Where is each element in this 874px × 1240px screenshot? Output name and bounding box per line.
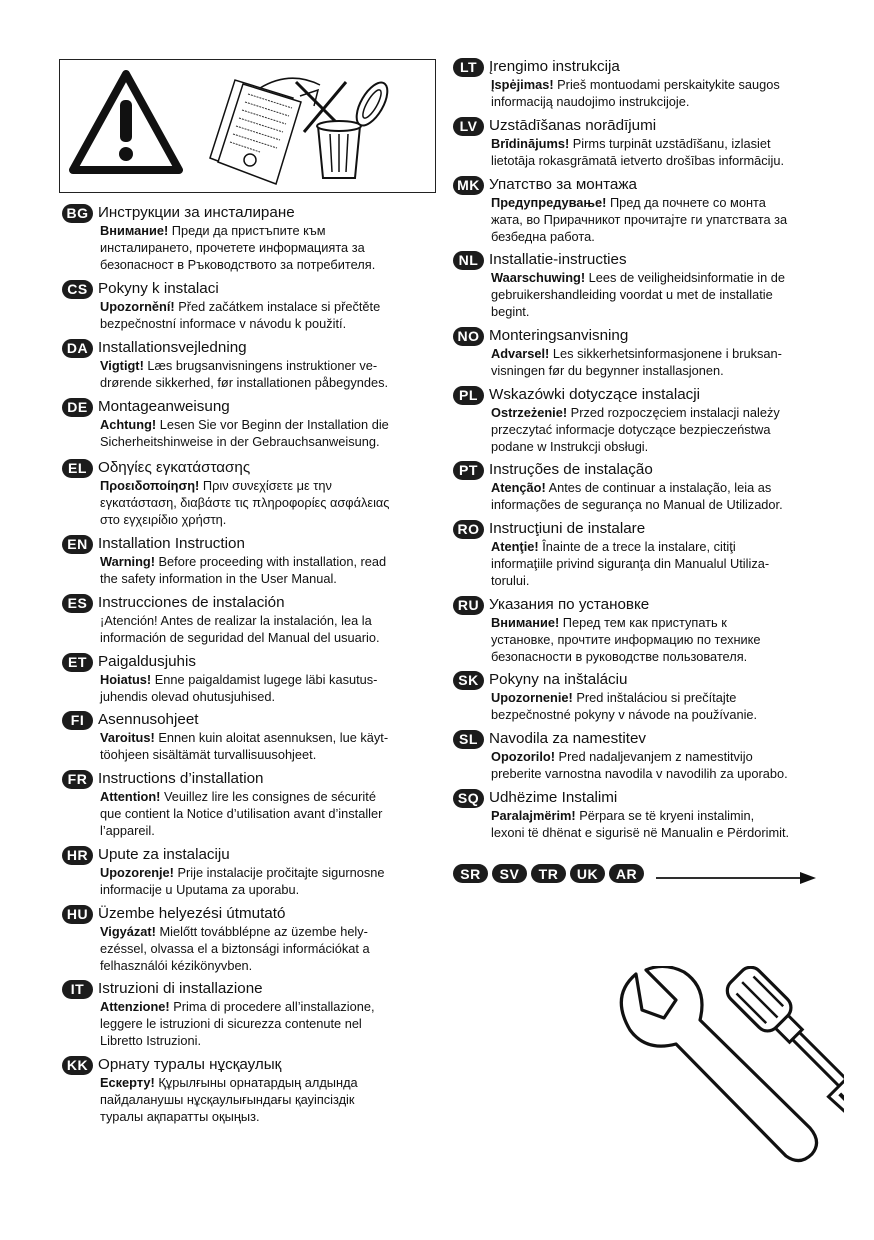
language-entry-text: [491, 689, 825, 723]
text-line: Sicherheitshinweise in der Gebrauchsanweisung.: [100, 434, 380, 449]
language-entry-ru: [453, 595, 825, 665]
language-code-badge: DE: [62, 398, 93, 417]
language-entry-en: [62, 534, 434, 587]
text-line: lietotāja rokasgrāmatā ietverto drošības informāciju.: [491, 153, 785, 168]
text-line: установке, прочтите информацию по технике: [491, 632, 761, 647]
language-entry-text: [100, 477, 434, 528]
text-line: ¡Atención! Antes de realizar la instalación, lea la: [100, 613, 372, 628]
text-line: que contient la Notice d’utilisation avant d’installer: [100, 806, 383, 821]
language-entry-lv: [453, 116, 825, 169]
text-line: Veuillez lire les consignes de sécurité: [160, 789, 376, 804]
language-code-badge: IT: [62, 980, 93, 999]
warning-illustration-box: [59, 59, 436, 193]
warning-label: Brīdinājums!: [491, 136, 570, 151]
language-entry-text: [100, 729, 434, 763]
language-code-badge-sr: SR: [453, 864, 488, 883]
warning-label: Paralajmërim!: [491, 808, 576, 823]
text-line: bezpečnostné pokyny v návode na používanie.: [491, 707, 758, 722]
warning-label: Varoitus!: [100, 730, 155, 745]
language-entry-header: [453, 460, 825, 480]
language-code-badge: SL: [453, 730, 484, 749]
text-line: Пред да почнете со монта: [606, 195, 766, 210]
warning-label: Προειδοποίηση!: [100, 478, 200, 493]
language-entry-title: Upute za instalaciju: [98, 846, 230, 863]
text-line: drørende sikkerhed, før installationen påbegyndes.: [100, 375, 389, 390]
language-code-badge: SK: [453, 671, 484, 690]
language-entry-pl: [453, 385, 825, 455]
language-code-badge: LT: [453, 58, 484, 77]
language-entry-header: [62, 593, 434, 613]
text-line: στο εγχειρίδιο χρήστη.: [100, 512, 227, 527]
warning-triangle-icon: [73, 74, 179, 170]
language-entry-title: Instructions d’installation: [98, 770, 264, 787]
language-entry-sl: [453, 729, 825, 782]
warning-label: Внимание!: [100, 223, 169, 238]
text-line: Antes de continuar a instalação, leia as: [545, 480, 772, 495]
language-entry-hu: [62, 904, 434, 974]
language-entry-fi: [62, 710, 434, 763]
text-line: Læs brugsanvisningens instruktioner ve-: [143, 358, 378, 373]
language-entry-header: [453, 57, 825, 77]
text-line: juhendis olevad ohutusjuhised.: [100, 689, 276, 704]
language-entry-da: [62, 338, 434, 391]
text-line: Πριν συνεχίσετε με την: [199, 478, 332, 493]
language-entry-title: Navodila za namestitev: [489, 730, 647, 747]
language-entry-header: [62, 769, 434, 789]
other-languages-row: [453, 864, 648, 883]
language-entry-title: Instrucţiuni de instalare: [489, 520, 646, 537]
language-entry-header: [62, 397, 434, 417]
language-entry-et: [62, 652, 434, 705]
text-line: Prima di procedere all’installazione,: [169, 999, 375, 1014]
text-line: visningen før du begynner installasjonen.: [491, 363, 724, 378]
language-entry-mk: [453, 175, 825, 245]
language-entry-fr: [62, 769, 434, 839]
language-entry-it: [62, 979, 434, 1049]
warning-illustration: [60, 60, 437, 194]
language-code-badge: NO: [453, 327, 484, 346]
language-entry-title: Pokyny k instalaci: [98, 280, 219, 297]
language-entry-header: [62, 710, 434, 730]
language-code-badge: PL: [453, 386, 484, 405]
language-entry-header: [453, 670, 825, 690]
text-line: begint.: [491, 304, 530, 319]
warning-label: Attenzione!: [100, 999, 170, 1014]
language-entry-header: [453, 250, 825, 270]
language-entry-text: [100, 788, 434, 839]
language-entry-text: [100, 923, 434, 974]
language-entry-header: [453, 519, 825, 539]
language-entry-text: [100, 222, 434, 273]
text-line: preberite varnostna navodila v navodilih za uporabo.: [491, 766, 788, 781]
language-code-badge-uk: UK: [570, 864, 605, 883]
text-line: Libretto Istruzioni.: [100, 1033, 202, 1048]
language-code-badge: HR: [62, 846, 93, 865]
text-line: Mielőtt továbblépne az üzembe hely-: [155, 924, 368, 939]
language-code-badge: FI: [62, 711, 93, 730]
text-line: the safety information in the User Manual.: [100, 571, 337, 586]
language-entry-title: Instruções de instalação: [489, 461, 653, 478]
text-line: Prije instalacije pročitajte sigurnosne: [173, 865, 385, 880]
text-line: безбедна работа.: [491, 229, 595, 244]
language-entry-text: [100, 864, 434, 898]
language-code-badge: PT: [453, 461, 484, 480]
language-entry-header: [453, 729, 825, 749]
warning-label: Waarschuwing!: [491, 270, 586, 285]
language-entry-title: Üzembe helyezési útmutató: [98, 905, 286, 922]
warning-label: Warning!: [100, 554, 155, 569]
text-line: Përpara se të kryeni instalimin,: [575, 808, 755, 823]
language-entry-text: [100, 671, 434, 705]
text-line: informaciją naudojimo instrukcijoje.: [491, 94, 690, 109]
language-entry-title: Installation Instruction: [98, 535, 245, 552]
language-code-badge: DA: [62, 339, 93, 358]
language-code-badge: EL: [62, 459, 93, 478]
language-entry-lt: [453, 57, 825, 110]
language-entry-header: [453, 175, 825, 195]
language-entry-el: [62, 458, 434, 528]
text-line: leggere le istruzioni di sicurezza contenute nel: [100, 1016, 362, 1031]
language-entry-header: [62, 279, 434, 299]
language-entry-header: [62, 534, 434, 554]
text-line: l’appareil.: [100, 823, 155, 838]
language-entry-text: [491, 614, 825, 665]
language-code-badge-ar: AR: [609, 864, 644, 883]
language-entry-header: [62, 458, 434, 478]
warning-label: Atenţie!: [491, 539, 539, 554]
language-entry-de: [62, 397, 434, 450]
text-line: gebruikershandleiding voordat u met de installatie: [491, 287, 773, 302]
text-line: пайдаланушы нұсқаулығындағы қауіпсіздік: [100, 1092, 355, 1107]
text-line: Înainte de a trece la instalare, citiţi: [538, 539, 736, 554]
text-line: torului.: [491, 573, 530, 588]
language-entry-text: [491, 345, 825, 379]
text-line: informaţiile privind siguranţa din Manualul Utiliza-: [491, 556, 770, 571]
text-line: инсталирането, прочетете информацията за: [100, 240, 365, 255]
language-entry-header: [62, 203, 434, 223]
language-entry-header: [453, 385, 825, 405]
text-line: Преди да пристъпите към: [168, 223, 326, 238]
warning-label: Upozornění!: [100, 299, 175, 314]
language-code-badge: ES: [62, 594, 93, 613]
language-entry-text: [491, 404, 825, 455]
warning-label: Ескерту!: [100, 1075, 155, 1090]
language-entry-text: [491, 538, 825, 589]
language-entry-title: Упатство за монтажа: [489, 176, 637, 193]
language-entry-pt: [453, 460, 825, 513]
language-entry-no: [453, 326, 825, 379]
language-entry-text: [491, 479, 825, 513]
language-code-badge: NL: [453, 251, 484, 270]
text-line: podane w Instrukcji obsługi.: [491, 439, 649, 454]
language-entry-header: [453, 595, 825, 615]
warning-label: Atenção!: [491, 480, 546, 495]
text-line: felhasználói kézikönyvben.: [100, 958, 253, 973]
language-entry-kk: [62, 1055, 434, 1125]
arrow-right-icon: [656, 870, 818, 886]
language-entry-text: [491, 76, 825, 110]
language-entry-title: Οδηγίες εγκατάστασης: [98, 459, 251, 476]
language-code-badge: CS: [62, 280, 93, 299]
text-line: bezpečnostní informace v návodu k použití.: [100, 316, 347, 331]
language-code-badge: RO: [453, 520, 484, 539]
language-code-badge: BG: [62, 204, 93, 223]
warning-label: Upozorenje!: [100, 865, 174, 880]
language-code-badge: ET: [62, 653, 93, 672]
warning-label: Ostrzeżenie!: [491, 405, 568, 420]
text-line: lexoni të dhënat e sigurisë në Manualin e Përdorimit.: [491, 825, 790, 840]
language-entry-text: [491, 269, 825, 320]
language-code-badge-sv: SV: [492, 864, 527, 883]
warning-label: Attention!: [100, 789, 161, 804]
language-entry-header: [62, 652, 434, 672]
text-line: informações de segurança no Manual de Utilizador.: [491, 497, 783, 512]
language-entry-text: [491, 135, 825, 169]
text-line: Lesen Sie vor Beginn der Installation die: [156, 417, 389, 432]
text-line: ezéssel, olvassa el a biztonsági információkat a: [100, 941, 370, 956]
language-entry-title: Udhëzime Instalimi: [489, 789, 618, 806]
warning-label: Vigyázat!: [100, 924, 156, 939]
text-line: безопасности в руководстве пользователя.: [491, 649, 748, 664]
warning-label: Achtung!: [100, 417, 157, 432]
language-entry-title: Pokyny na inštaláciu: [489, 671, 628, 688]
language-entry-title: Орнату туралы нұсқаулық: [98, 1056, 282, 1073]
language-entry-title: Указания по установке: [489, 596, 650, 613]
language-entry-hr: [62, 845, 434, 898]
text-line: Prieš montuodami perskaitykite saugos: [553, 77, 780, 92]
text-line: Před začátkem instalace si přečtěte: [174, 299, 381, 314]
language-entry-title: Installationsvejledning: [98, 339, 247, 356]
text-line: Przed rozpoczęciem instalacji należy: [567, 405, 780, 420]
language-entry-header: [62, 1055, 434, 1075]
text-line: przeczytać informacje dotyczące bezpieczeństwa: [491, 422, 771, 437]
language-entry-nl: [453, 250, 825, 320]
warning-label: Opozorilo!: [491, 749, 555, 764]
warning-label: Advarsel!: [491, 346, 550, 361]
text-line: безопасност в Ръководството за потребителя.: [100, 257, 376, 272]
language-entry-bg: [62, 203, 434, 273]
text-line: εγκατάσταση, διαβάστε τις πληροφορίες ασφάλειας: [100, 495, 390, 510]
language-code-badge: HU: [62, 905, 93, 924]
language-entry-header: [62, 979, 434, 999]
language-entry-text: [100, 298, 434, 332]
warning-label: Внимание!: [491, 615, 560, 630]
text-line: Pred inštaláciou si prečítajte: [572, 690, 737, 705]
language-entry-title: Asennusohjeet: [98, 711, 199, 728]
text-line: Ennen kuin aloitat asennuksen, lue käyt-: [154, 730, 389, 745]
language-code-badge: LV: [453, 117, 484, 136]
language-entry-text: [100, 998, 434, 1049]
language-entry-title: Uzstādīšanas norādījumi: [489, 117, 657, 134]
language-entry-ro: [453, 519, 825, 589]
language-code-badge: RU: [453, 596, 484, 615]
language-entry-title: Montageanweisung: [98, 398, 230, 415]
language-entry-title: Instrucciones de instalación: [98, 594, 285, 611]
warning-label: Hoiatus!: [100, 672, 152, 687]
language-entry-text: [491, 807, 825, 841]
language-entry-sk: [453, 670, 825, 723]
language-entry-text: [100, 357, 434, 391]
language-code-badge: EN: [62, 535, 93, 554]
warning-label: Įspėjimas!: [491, 77, 554, 92]
language-entry-text: [491, 748, 825, 782]
language-entry-header: [453, 788, 825, 808]
language-entry-title: Istruzioni di installazione: [98, 980, 263, 997]
language-entry-title: Paigaldusjuhis: [98, 653, 196, 670]
warning-label: Upozornenie!: [491, 690, 573, 705]
language-code-badge-tr: TR: [531, 864, 566, 883]
wrench-screwdriver-icon: [616, 966, 844, 1166]
text-line: жата, во Прирачникот прочитајте ги упатствата за: [491, 212, 788, 227]
language-code-badge: FR: [62, 770, 93, 789]
language-entry-title: Monteringsanvisning: [489, 327, 629, 344]
text-line: Lees de veiligheidsinformatie in de: [585, 270, 785, 285]
language-entry-title: Installatie-instructies: [489, 251, 627, 268]
language-entry-text: [491, 194, 825, 245]
discard-manual-icon: [210, 78, 394, 184]
language-entry-title: Wskazówki dotyczące instalacji: [489, 386, 701, 403]
language-entry-header: [62, 904, 434, 924]
language-entry-header: [62, 845, 434, 865]
text-line: туралы ақпаратты оқыңыз.: [100, 1109, 260, 1124]
language-entry-text: [100, 612, 434, 646]
warning-label: Предупредување!: [491, 195, 607, 210]
text-line: töohjeen sisältämät turvallisuusohjeet.: [100, 747, 317, 762]
text-line: Pred nadaljevanjem z namestitvijo: [554, 749, 753, 764]
language-entry-text: [100, 416, 434, 450]
language-code-badge: SQ: [453, 789, 484, 808]
language-entry-header: [453, 326, 825, 346]
language-code-badge: KK: [62, 1056, 93, 1075]
warning-label: Vigtigt!: [100, 358, 144, 373]
text-line: informacije u Uputama za uporabu.: [100, 882, 300, 897]
text-line: Құрылғыны орнатардың алдында: [154, 1075, 358, 1090]
text-line: Enne paigaldamist lugege läbi kasutus-: [151, 672, 378, 687]
text-line: Les sikkerhetsinformasjonene i bruksan-: [549, 346, 782, 361]
language-entry-header: [62, 338, 434, 358]
language-entry-text: [100, 1074, 434, 1125]
language-entry-title: Инструкции за инсталиране: [98, 204, 295, 221]
text-line: Before proceeding with installation, read: [154, 554, 387, 569]
language-code-badge: MK: [453, 176, 484, 195]
language-entry-cs: [62, 279, 434, 332]
language-entry-sq: [453, 788, 825, 841]
language-entry-header: [453, 116, 825, 136]
text-line: información de seguridad del Manual del usuario.: [100, 630, 380, 645]
text-line: Pirms turpināt uzstādīšanu, izlasiet: [569, 136, 771, 151]
language-entry-title: Įrengimo instrukcija: [489, 58, 620, 75]
language-entry-text: [100, 553, 434, 587]
text-line: Перед тем как приступать к: [559, 615, 727, 630]
language-entry-es: [62, 593, 434, 646]
